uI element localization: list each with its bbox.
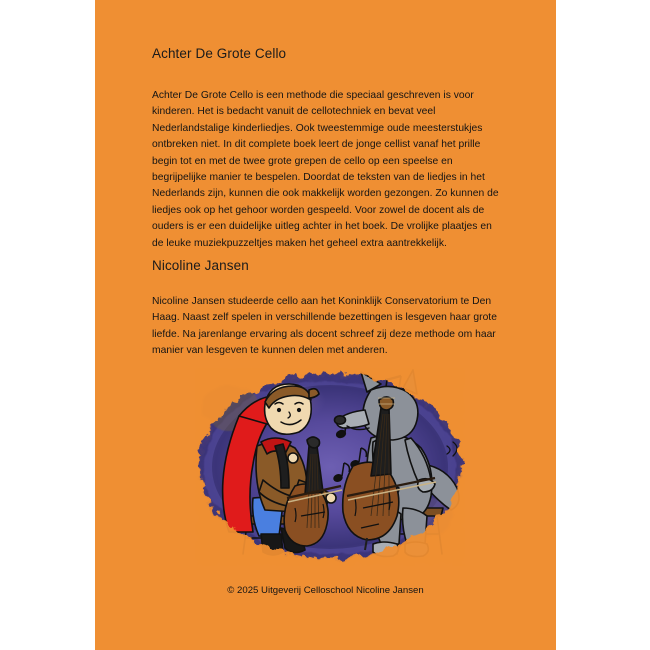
author-biography-paragraph: Nicoline Jansen studeerde cello aan het Koninklijk Conservatorium te Den Haag. Naast zelf spelen in verschillende bezettingen is lesgeven haar grote liefde. Na jarenlange ervaring als docent schreef zij deze methode om haar manier van lesgeven te kunnen delen met anderen.	[152, 296, 497, 357]
page-title: Achter De Grote Cello	[152, 46, 287, 61]
intro-paragraph: Achter De Grote Cello is een methode die speciaal geschreven is voor kinderen. Het is bedacht vanuit de cellotechniek en bevat veel Nederlandstalige kinderliedjes. Ook tweestemmige oude meesterstukjes ontbreken niet. In dit complete boek leert de jonge cellist vanaf het prille begin tot en met de twee grote grepen de cello op een speelse en begrijpelijke manier te bespelen. Doordat de teksten van de liedjes in het Nederlands zijn, kunnen die ook makkelijk worden gezongen. Zo kunnen de liedjes ook op het gehoor worden gespeeld. Voor zowel de docent als de ouders is er een duidelijke uitleg achter in het boek. De vrolijke plaatjes en de leuke muziekpuzzeltjes maken het geheel extra aantrekkelijk.	[152, 90, 499, 249]
cello-illustration	[195, 368, 465, 566]
orange-content-panel	[95, 0, 556, 650]
copyright-text: © 2025 Uitgeverij Celloschool Nicoline Jansen	[227, 585, 424, 596]
author-heading: Nicoline Jansen	[152, 258, 249, 273]
illustration-container	[195, 368, 465, 566]
